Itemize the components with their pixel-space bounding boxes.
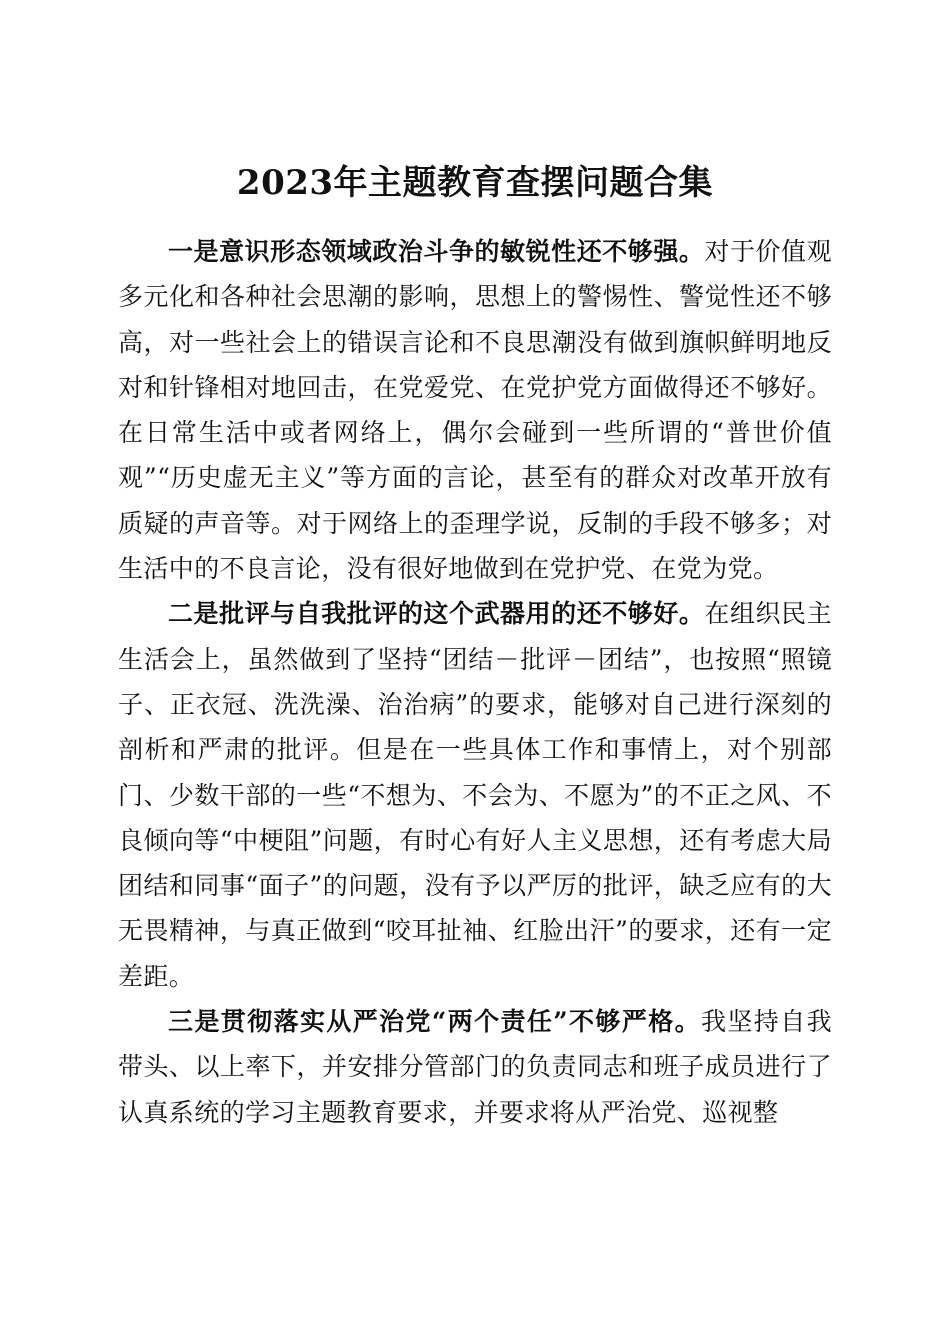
paragraph-2: [118, 591, 832, 999]
paragraph-1-lead: 一是意识形态领域政治斗争的敏锐性还不够强。: [168, 237, 705, 266]
paragraph-3-text: 我坚持自我带头、以上率下，并安排分管部门的负责同志和班子成员进行了认真系统的学习主题教育要求，并要求将从严治党、巡视整: [118, 1007, 832, 1127]
paragraph-1: [118, 229, 832, 591]
paragraph-3: [118, 999, 832, 1135]
paragraph-2-text: 在组织民主生活会上，虽然做到了坚持“团结－批评－团结”，也按照“照镜子、正衣冠、洗洗澡、治治病”的要求，能够对自己进行深刻的剖析和严肃的批评。但是在一些具体工作和事情上，对个别部门、少数干部的一些“不想为、不会为、不愿为”的不正之风、不良倾向等“中梗阻”问题，有时心有好人主义思想，还有考虑大局团结和同事“面子”的问题，没有予以严厉的批评，缺乏应有的大无畏精神，与真正做到“咬耳扯袖、红脸出汗”的要求，还有一定差距。: [118, 599, 832, 991]
paragraph-3-lead: 三是贯彻落实从严治党“两个责任”不够严格。: [168, 1007, 702, 1037]
paragraph-1-text: 对于价值观多元化和各种社会思潮的影响，思想上的警惕性、警觉性还不够高，对一些社会上的错误言论和不良思潮没有做到旗帜鲜明地反对和针锋相对地回击，在党爱党、在党护党方面做得还不够好。在日常生活中或者网络上，偶尔会碰到一些所谓的“普世价值观”“历史虚无主义”等方面的言论，甚至有的群众对改革开放有质疑的声音等。对于网络上的歪理学说，反制的手段不够多；对生活中的不良言论，没有很好地做到在党护党、在党为党。: [118, 237, 832, 584]
document-title: 2023年主题教育查摆问题合集: [236, 162, 714, 203]
document-body: [118, 229, 832, 1135]
paragraph-2-lead: 二是批评与自我批评的这个武器用的还不够好。: [168, 599, 705, 629]
